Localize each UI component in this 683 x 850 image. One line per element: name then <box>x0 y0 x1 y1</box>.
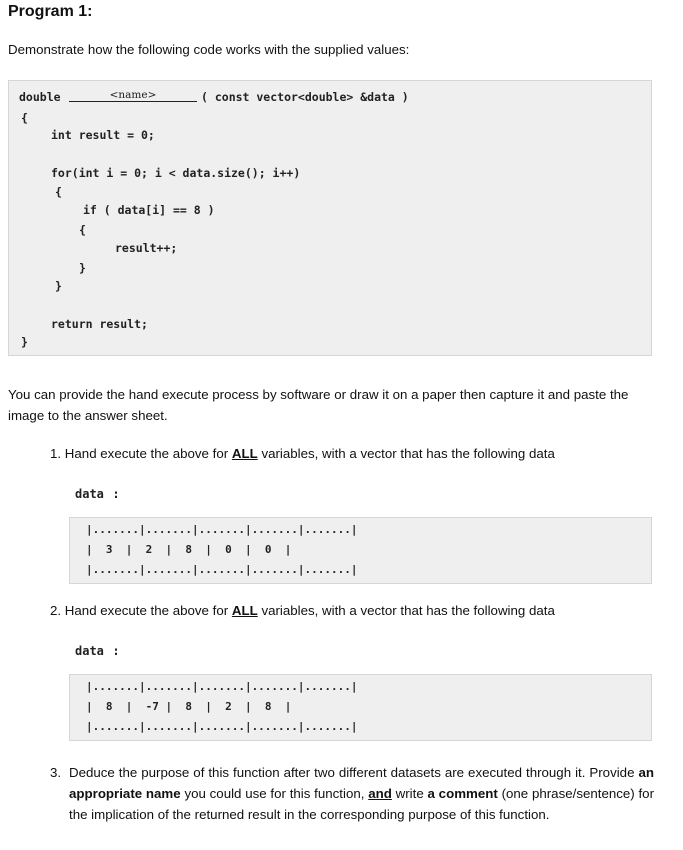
code-close-brace: } <box>21 335 28 349</box>
code-if-line: if ( data[i] == 8 ) <box>83 203 215 217</box>
q2-text-after: variables, with a vector that has the following data <box>261 603 555 618</box>
q3-number: 3. <box>50 765 62 780</box>
q2-value: 8 <box>185 700 192 713</box>
q1-data-colon: : <box>112 487 120 501</box>
q2-data-label: data <box>75 644 104 658</box>
q1-data-label-row <box>75 485 120 503</box>
q2-text-before: Hand execute the above for <box>64 603 229 618</box>
q2-value: 2 <box>225 700 232 713</box>
q3-text-3: write <box>395 786 424 801</box>
q1-value: 3 <box>105 543 113 556</box>
question-1 <box>50 443 555 464</box>
q1-array-top-border: |.......|.......|.......|.......|.......| <box>86 523 358 536</box>
q2-array-box <box>69 674 652 741</box>
q1-array-bottom-border: |.......|.......|.......|.......|.......| <box>86 563 358 576</box>
code-for-open: { <box>55 185 62 199</box>
q2-data-label-row <box>75 642 120 660</box>
q2-value: 8 <box>264 700 272 713</box>
q3-bold-comment: a comment <box>427 786 498 801</box>
code-params: ( const vector<double> &data ) <box>201 90 409 104</box>
code-block <box>8 80 652 356</box>
q2-number: 2. <box>50 603 62 618</box>
code-for-close: } <box>55 279 62 293</box>
q1-data-label: data <box>75 487 104 501</box>
q1-value: 0 <box>225 543 232 556</box>
q1-value: 8 <box>185 543 192 556</box>
code-result-decl: int result = 0; <box>51 128 155 142</box>
q1-value: 0 <box>264 543 272 556</box>
q3-text-2: you could use for this function, <box>184 786 365 801</box>
q1-array-values: | 3 | 2 | 8 | 0 | 0 | <box>86 543 292 556</box>
q1-text-before: Hand execute the above for <box>64 446 229 461</box>
question-2 <box>50 600 555 621</box>
q1-text-after: variables, with a vector that has the following data <box>261 446 555 461</box>
code-return-line: return result; <box>51 317 148 331</box>
q2-emphasis: ALL <box>231 603 258 618</box>
intro-text: Demonstrate how the following code works with the supplied values: <box>8 42 410 57</box>
q2-array-top-border: |.......|.......|.......|.......|.......| <box>86 680 358 693</box>
code-return-type: double <box>19 90 61 104</box>
instruction-paragraph: You can provide the hand execute process by software or draw it on a paper then capture it and paste the image to the answer sheet. <box>8 387 629 423</box>
code-if-close: } <box>79 261 86 275</box>
question-3 <box>69 762 654 825</box>
q2-array-bottom-border: |.......|.......|.......|.......|.......| <box>86 720 358 733</box>
q3-text-4: (one phrase/sentence) for the implication of the returned result in the corresponding purpose of this function. <box>69 786 654 822</box>
q2-array-values: | 8 | -7 | 8 | 2 | 8 | <box>86 700 292 713</box>
q2-value: 8 <box>105 700 113 713</box>
q2-value: -7 <box>145 700 159 713</box>
q3-bold-name: an appropriate name <box>69 765 654 801</box>
q2-data-colon: : <box>112 644 120 658</box>
code-if-open: { <box>79 223 86 237</box>
q1-array-box <box>69 517 652 584</box>
q1-emphasis: ALL <box>231 446 258 461</box>
function-name-blank: <name> <box>69 89 197 102</box>
q1-value: 2 <box>145 543 153 556</box>
q3-text-1: Deduce the purpose of this function after two different datasets are executed through it. Provide <box>69 765 635 780</box>
program-title: Program 1: <box>8 3 93 20</box>
q1-number: 1. <box>50 446 62 461</box>
code-open-brace: { <box>21 111 28 125</box>
code-for-line: for(int i = 0; i < data.size(); i++) <box>51 166 301 180</box>
code-increment: result++; <box>115 241 178 255</box>
q3-underline-and: and <box>368 786 392 801</box>
